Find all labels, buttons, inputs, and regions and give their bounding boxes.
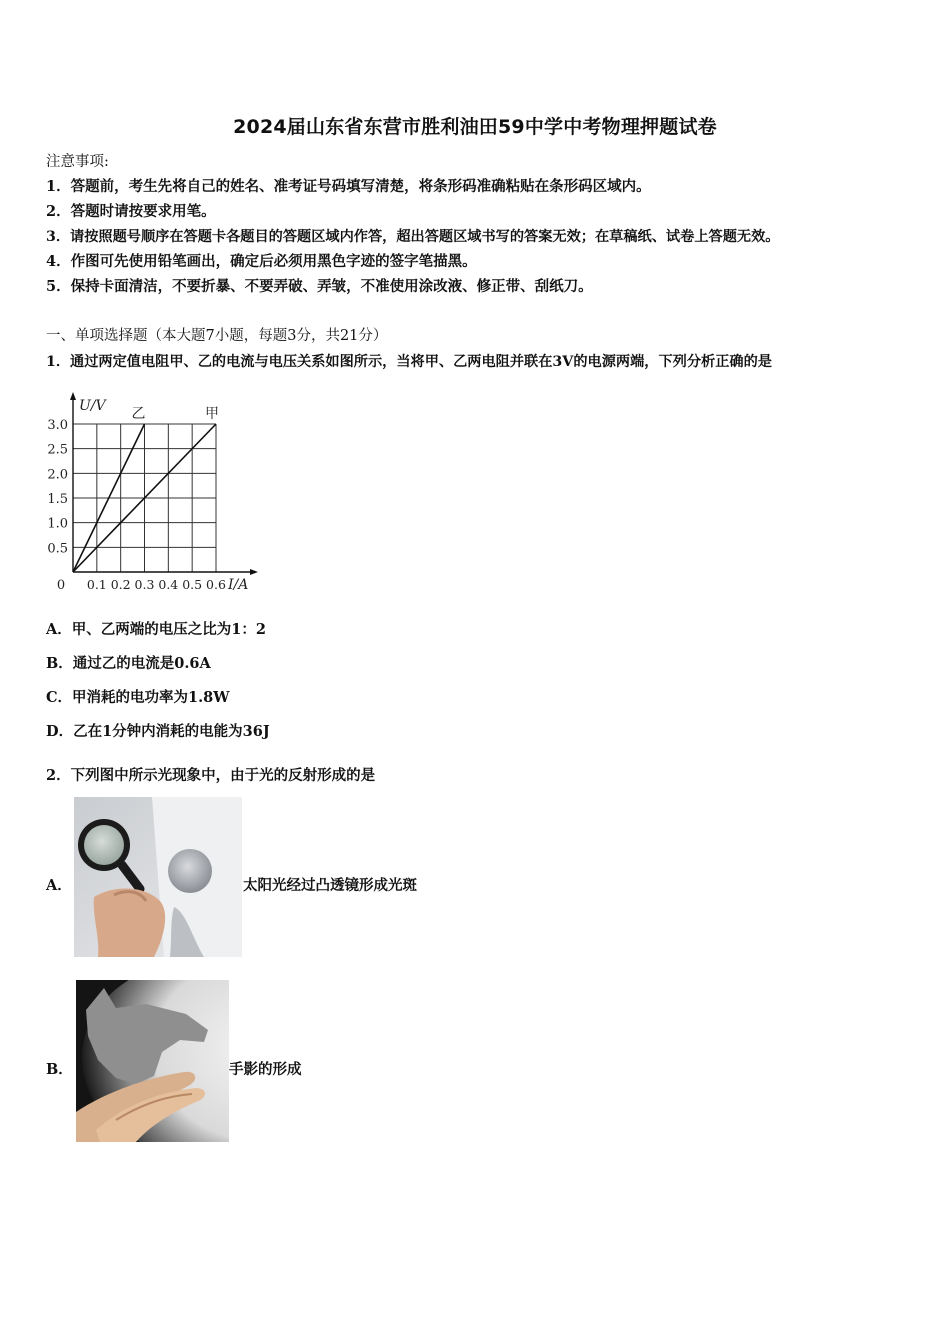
- y-axis-label: U/V: [79, 398, 106, 414]
- y-axis-arrow: [70, 392, 76, 400]
- x-tick-label: 0.2: [110, 577, 131, 592]
- notice-heading: 注意事项:: [46, 154, 109, 170]
- notice-item: 3．请按照题号顺序在答题卡各题目的答题区域内作答，超出答题区域书写的答案无效；在草稿纸、试卷上答题无效。: [46, 229, 780, 245]
- question-1-stem: 1．通过两定值电阻甲、乙的电流与电压关系如图所示，当将甲、乙两电阻并联在3V的电源两端，下列分析正确的是: [46, 354, 772, 370]
- x-tick-label: 0.3: [134, 577, 155, 592]
- notice-item: 2．答题时请按要求用笔。: [46, 203, 216, 220]
- question-1-option-c[interactable]: C．甲消耗的电功率为1.8W: [46, 689, 230, 706]
- series-label: 乙: [131, 406, 146, 422]
- question-2-option-a-caption: 太阳光经过凸透镜形成光斑: [243, 877, 417, 894]
- x-tick-label: 0.1: [86, 577, 107, 592]
- page-title: 2024届山东省东营市胜利油田59中学中考物理押题试卷: [233, 116, 717, 138]
- question-2-option-b-label[interactable]: B．: [46, 1061, 73, 1078]
- section-heading: 一、单项选择题（本大题7小题，每题3分，共21分）: [46, 328, 388, 344]
- x-tick-label: 0.5: [182, 577, 203, 592]
- question-2-option-b-caption: 手影的形成: [229, 1061, 302, 1078]
- y-tick-label: 3.0: [47, 418, 68, 433]
- y-tick-label: 0.5: [47, 541, 68, 557]
- origin-label: 0: [56, 578, 66, 593]
- voltage-current-chart: [40, 392, 280, 602]
- notice-item: 4．作图可先使用铅笔画出，确定后必须用黑色字迹的签字笔描黑。: [46, 253, 477, 270]
- notice-item: 1．答题前，考生先将自己的姓名、准考证号码填写清楚，将条形码准确粘贴在条形码区域内。: [46, 178, 651, 195]
- question-1-option-d[interactable]: D．乙在1分钟内消耗的电能为36J: [46, 723, 270, 740]
- question-2-option-a-label[interactable]: A．: [46, 877, 72, 894]
- magnifier-photo-icon[interactable]: [74, 797, 242, 957]
- y-tick-label: 2.5: [47, 442, 68, 458]
- notice-item: 5．保持卡面清洁，不要折暴、不要弄破、弄皱，不准使用涂改液、修正带、刮纸刀。: [46, 278, 593, 295]
- question-1-option-b[interactable]: B．通过乙的电流是0.6A: [46, 655, 211, 672]
- series-label: 甲: [205, 406, 219, 422]
- y-tick-label: 2.0: [47, 467, 68, 483]
- y-tick-label: 1.5: [47, 492, 68, 507]
- x-tick-label: 0.4: [158, 577, 179, 592]
- question-1-option-a[interactable]: A．甲、乙两端的电压之比为1：2: [46, 621, 266, 638]
- x-axis-arrow: [250, 569, 258, 575]
- hand-shadow-photo-icon[interactable]: [76, 980, 229, 1142]
- question-2-stem: 2．下列图中所示光现象中，由于光的反射形成的是: [46, 767, 376, 784]
- x-axis-label: I/A: [228, 577, 249, 593]
- x-tick-label: 0.6: [206, 577, 226, 592]
- y-tick-label: 1.0: [47, 516, 68, 532]
